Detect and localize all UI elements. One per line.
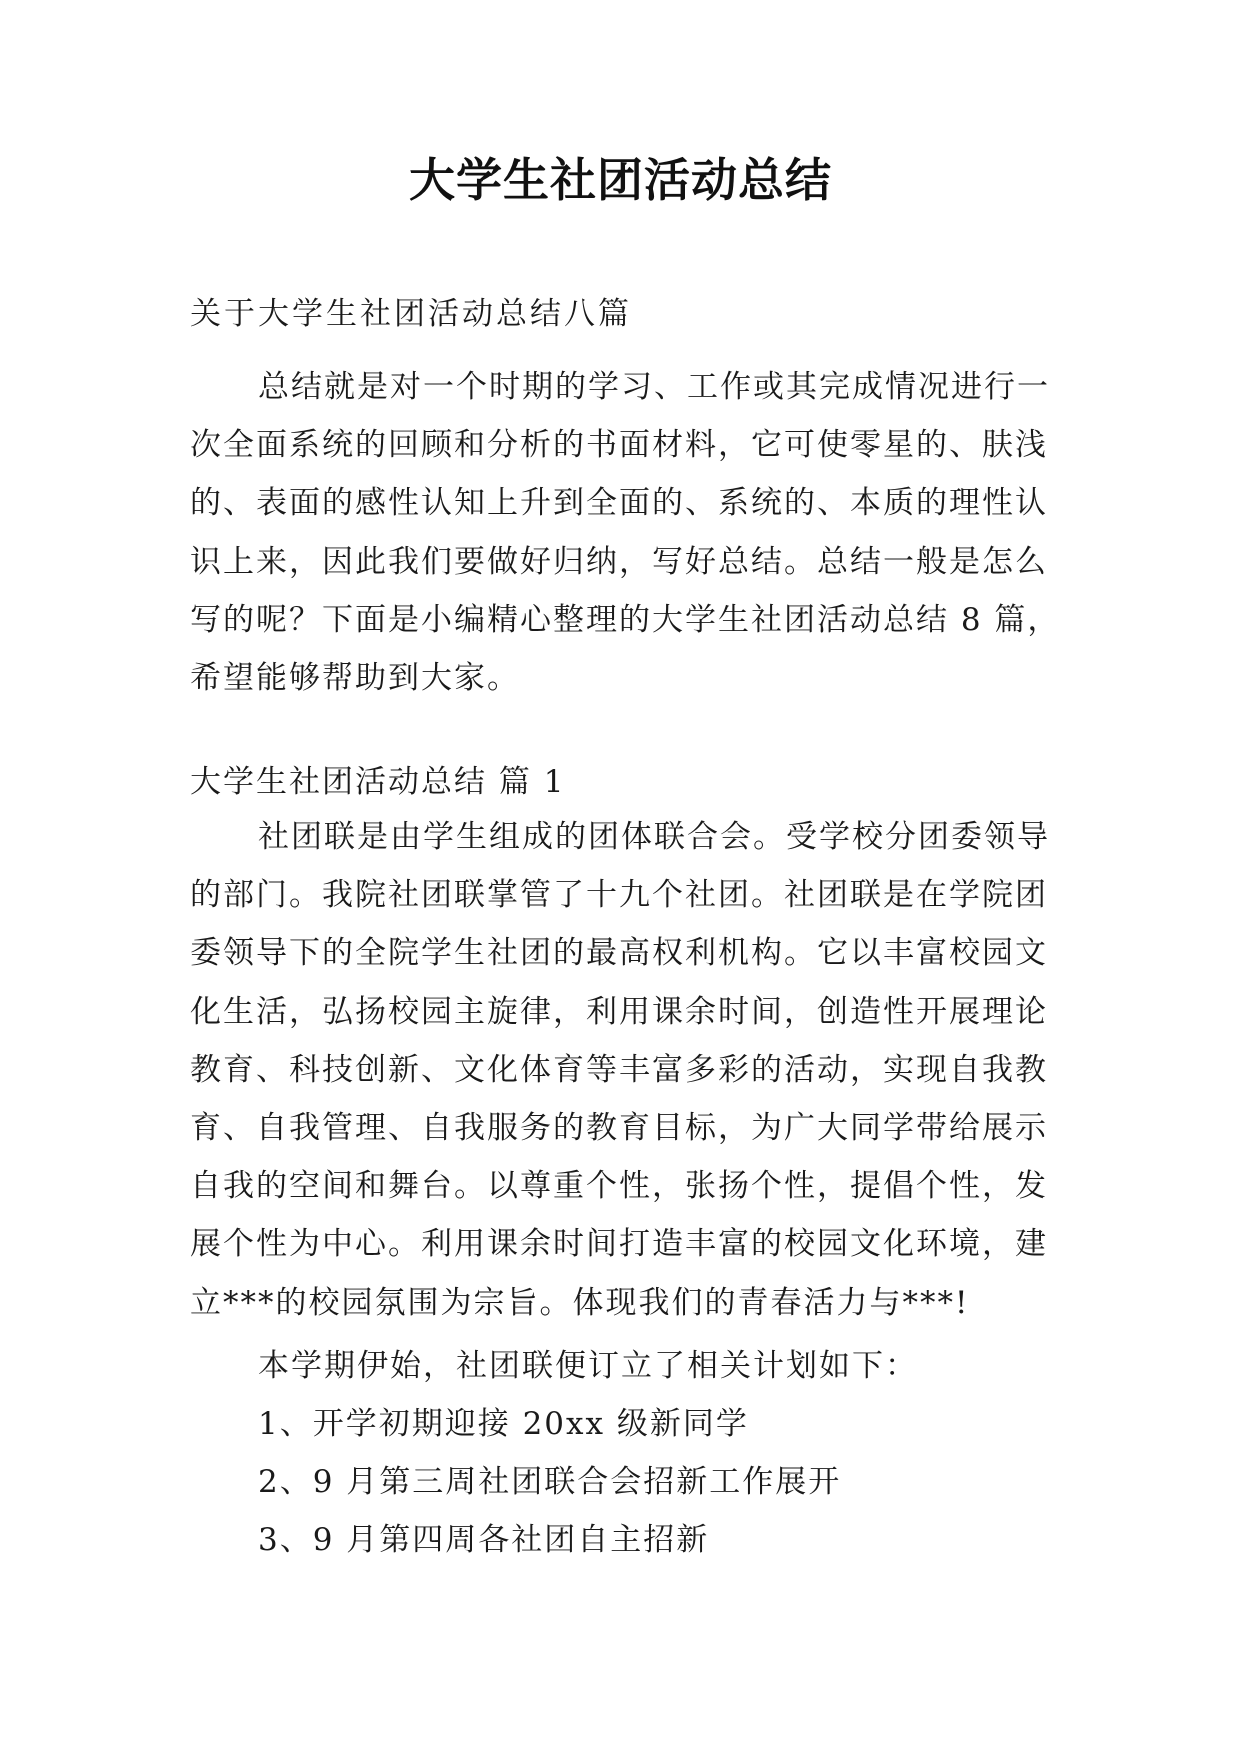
section1-line: 自我的空间和舞台。以尊重个性，张扬个性，提倡个性，发 — [190, 1168, 1048, 1205]
section1-line: 展个性为中心。利用课余时间打造丰富的校园文化环境，建 — [190, 1226, 1048, 1263]
section1-line: 教育、科技创新、文化体育等丰富多彩的活动，实现自我教 — [190, 1051, 1048, 1088]
intro-line: 的、表面的感性认知上升到全面的、系统的、本质的理性认 — [190, 485, 1048, 522]
intro-line: 总结就是对一个时期的学习、工作或其完成情况进行一 — [258, 369, 1050, 405]
section1-paragraph — [190, 808, 1052, 1332]
section1-line: 育、自我管理、自我服务的教育目标，为广大同学带给展示 — [190, 1110, 1048, 1147]
section1-line: 化生活，弘扬校园主旋律，利用课余时间，创造性开展理论 — [190, 993, 1048, 1030]
intro-line: 希望能够帮助到大家。 — [190, 660, 520, 697]
plan-item: 1、开学初期迎接 20xx 级新同学 — [258, 1406, 749, 1442]
document-subtitle: 关于大学生社团活动总结八篇 — [190, 296, 632, 332]
section-heading: 大学生社团活动总结 篇 1 — [190, 764, 566, 800]
section1-line: 立***的校园氛围为宗旨。体现我们的青春活力与***! — [190, 1284, 970, 1321]
plan-intro: 本学期伊始，社团联便订立了相关计划如下： — [258, 1348, 918, 1384]
section1-line: 社团联是由学生组成的团体联合会。受学校分团委领导 — [258, 819, 1050, 855]
section1-line: 委领导下的全院学生社团的最高权利机构。它以丰富校园文 — [190, 935, 1048, 972]
intro-line: 识上来，因此我们要做好归纳，写好总结。总结一般是怎么 — [190, 543, 1048, 580]
intro-paragraph — [190, 358, 1061, 707]
intro-line: 次全面系统的回顾和分析的书面材料，它可使零星的、肤浅 — [190, 427, 1048, 464]
document-title: 大学生社团活动总结 — [409, 153, 832, 207]
plan-item: 3、9 月第四周各社团自主招新 — [258, 1522, 710, 1558]
intro-line: 写的呢？下面是小编精心整理的大学生社团活动总结 8 篇， — [190, 601, 1061, 638]
plan-item: 2、9 月第三周社团联合会招新工作展开 — [258, 1464, 842, 1500]
section1-line: 的部门。我院社团联掌管了十九个社团。社团联是在学院团 — [190, 877, 1048, 914]
